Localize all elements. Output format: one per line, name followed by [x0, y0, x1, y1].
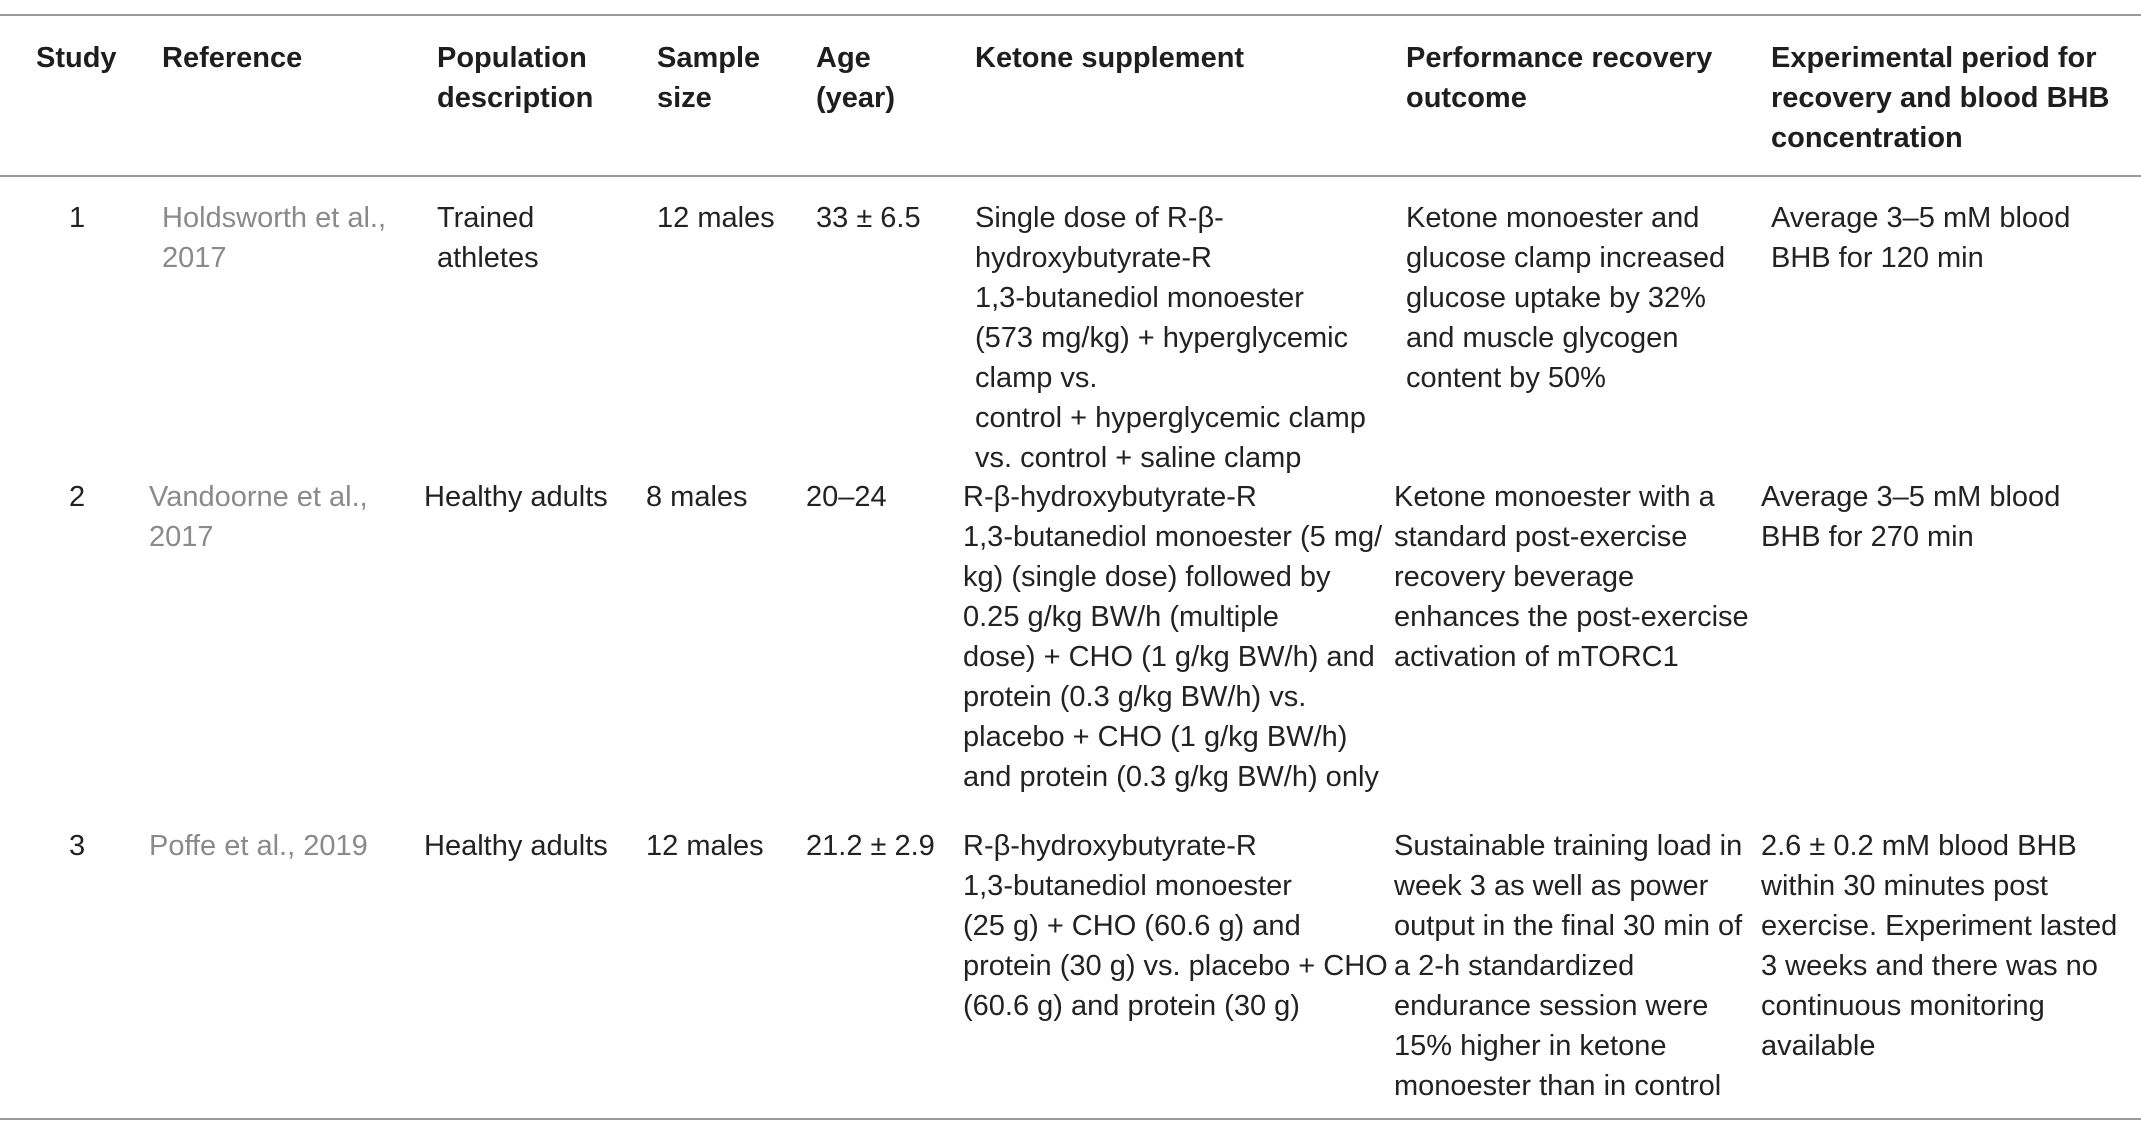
- row-2-reference: Vandoorne et al., 2017: [149, 481, 368, 553]
- row-1-sample-size: 12 males: [657, 202, 775, 234]
- row-1-age: 33 ± 6.5: [816, 202, 921, 234]
- row-2-study: 2: [69, 481, 86, 513]
- header-bottom-rule: [0, 175, 2141, 177]
- row-3-population: Healthy adults: [424, 830, 608, 862]
- table-bottom-rule: [0, 1118, 2141, 1120]
- row-3-experimental-period: 2.6 ± 0.2 mM blood BHB within 30 minutes post exercise. Experiment lasted 3 weeks and there was no continuous monitoring available: [1761, 830, 2118, 1062]
- table-top-rule: [0, 14, 2141, 16]
- row-1-ketone-supplement: Single dose of R-β- hydroxybutyrate-R 1,3-butanediol monoester (573 mg/kg) + hyperglycemic clamp vs. control + hyperglycemic clamp vs. control + saline clamp: [975, 202, 1366, 474]
- row-1-study: 1: [69, 202, 86, 234]
- row-2-experimental-period: Average 3–5 mM blood BHB for 270 min: [1761, 481, 2061, 553]
- header-population: Population description: [437, 42, 594, 114]
- header-sample-size: Sample size: [657, 42, 761, 114]
- header-reference: Reference: [162, 42, 303, 74]
- row-2-performance-outcome: Ketone monoester with a standard post-exercise recovery beverage enhances the post-exercise activation of mTORC1: [1394, 481, 1749, 673]
- row-1-reference: Holdsworth et al., 2017: [162, 202, 387, 274]
- row-3-age: 21.2 ± 2.9: [806, 830, 935, 862]
- header-performance-outcome: Performance recovery outcome: [1406, 42, 1713, 114]
- header-age: Age (year): [816, 42, 895, 114]
- row-1-experimental-period: Average 3–5 mM blood BHB for 120 min: [1771, 202, 2071, 274]
- row-2-population: Healthy adults: [424, 481, 608, 513]
- header-ketone-supplement: Ketone supplement: [975, 42, 1245, 74]
- row-3-study: 3: [69, 830, 86, 862]
- row-2-ketone-supplement: R-β-hydroxybutyrate-R 1,3-butanediol monoester (5 mg/ kg) (single dose) followed by 0.25 g/kg BW/h (multiple dose) + CHO (1 g/kg BW/h) and protein (0.3 g/kg BW/h) vs. placebo + CHO (1 g/kg BW/h) and protein (0.3 g/kg BW/h) only: [963, 481, 1383, 793]
- row-1-performance-outcome: Ketone monoester and glucose clamp increased glucose uptake by 32% and muscle glycogen content by 50%: [1406, 202, 1726, 394]
- row-3-performance-outcome: Sustainable training load in week 3 as well as power output in the final 30 min of a 2-h standardized endurance session were 15% higher in ketone monoester than in control: [1394, 830, 1743, 1102]
- row-3-ketone-supplement: R-β-hydroxybutyrate-R 1,3-butanediol monoester (25 g) + CHO (60.6 g) and protein (30 g) vs. placebo + CHO (60.6 g) and protein (30 g): [963, 830, 1388, 1022]
- header-experimental-period: Experimental period for recovery and blood BHB concentration: [1771, 42, 2110, 154]
- row-2-age: 20–24: [806, 481, 887, 513]
- row-1-population: Trained athletes: [437, 202, 539, 274]
- header-study: Study: [36, 42, 117, 74]
- row-2-sample-size: 8 males: [646, 481, 748, 513]
- row-3-reference: Poffe et al., 2019: [149, 830, 368, 862]
- row-3-sample-size: 12 males: [646, 830, 764, 862]
